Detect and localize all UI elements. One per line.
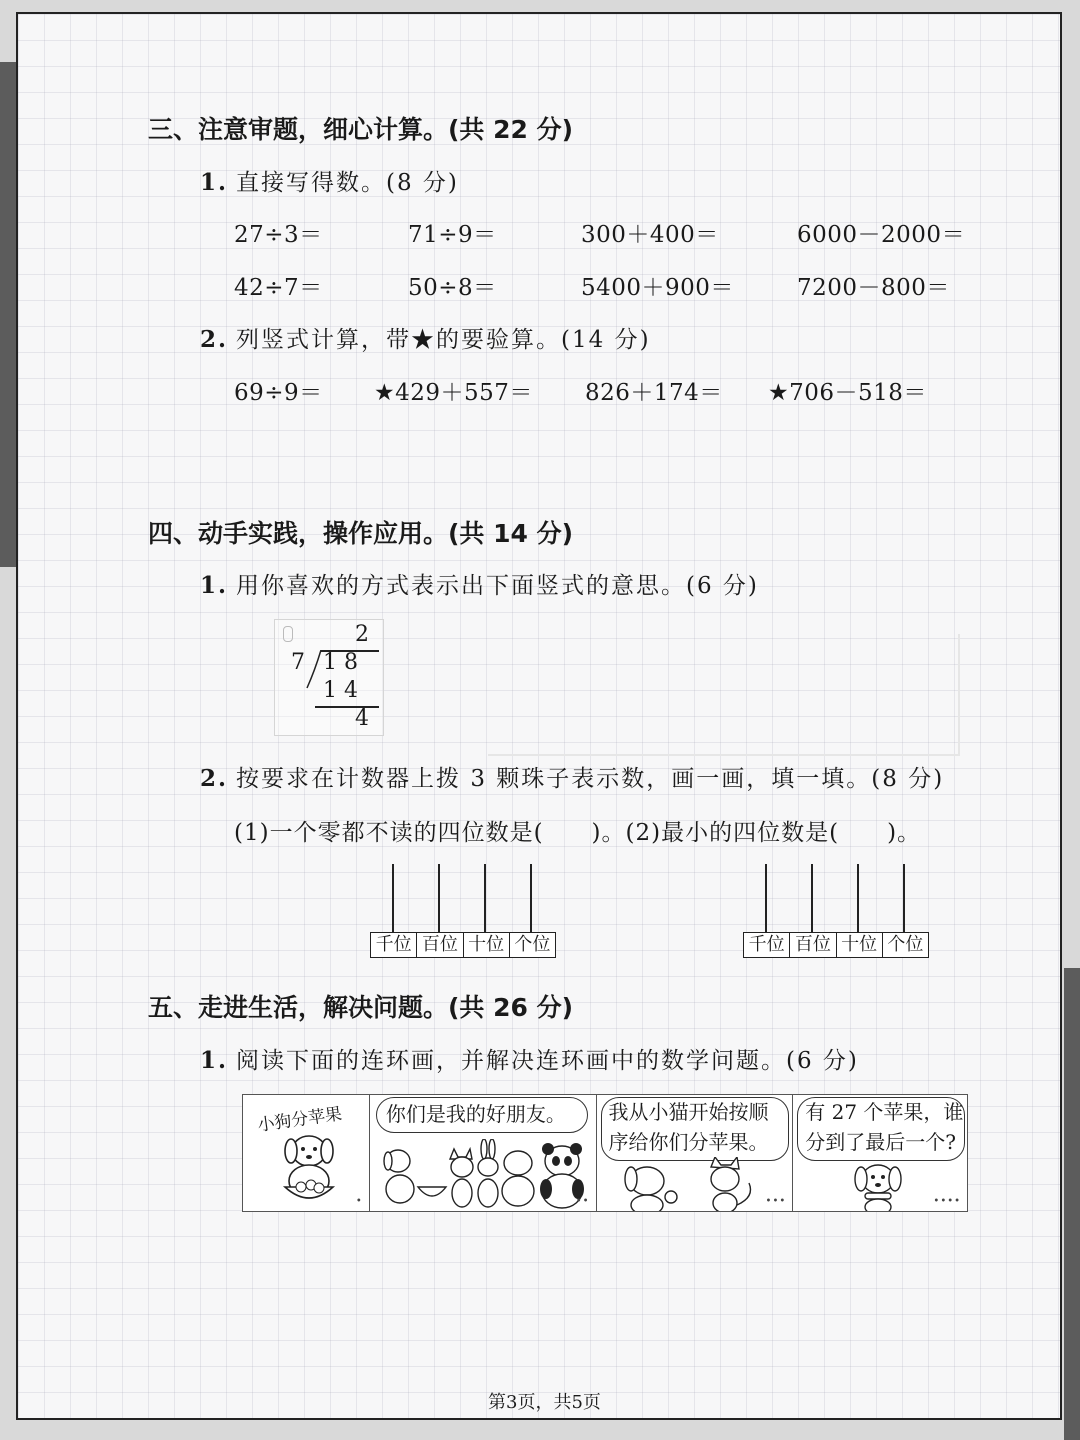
comic-panel-4 <box>793 1095 967 1211</box>
remainder: 4 <box>355 706 369 731</box>
vertical-calc-item: ★429＋557＝ <box>374 380 533 406</box>
comic-strip <box>242 1094 968 1212</box>
abacus-rod-hundreds[interactable] <box>811 864 813 932</box>
place-label: 十位 <box>837 933 883 957</box>
s4-q2-number: 2. <box>200 765 229 792</box>
pin-icon <box>283 626 293 642</box>
quotient: 2 <box>355 622 369 647</box>
s5-q1-text: 阅读下面的连环画，并解决连环画中的数学问题。(6 分) <box>236 1048 859 1074</box>
abacus-rod-thousands[interactable] <box>765 864 767 932</box>
panel-dots: • <box>355 1196 363 1207</box>
s3-q1-title <box>200 164 459 197</box>
abacus-rod-ones[interactable] <box>530 864 532 932</box>
s3-q1-text: 直接写得数。(8 分) <box>236 170 459 196</box>
dog-and-cat-icon <box>607 1157 787 1211</box>
vertical-calc-item: 826＋174＝ <box>585 380 723 406</box>
comic-panel-1 <box>243 1095 370 1211</box>
s3-q1-number: 1. <box>200 169 229 196</box>
worksheet-page <box>16 12 1062 1420</box>
dividend: 1 8 <box>323 650 358 675</box>
drawing-answer-area[interactable] <box>488 634 960 756</box>
place-label: 百位 <box>790 933 836 957</box>
abacus-2[interactable] <box>743 864 929 960</box>
right-dark-edge <box>1064 968 1080 1440</box>
abacus-rod-tens[interactable] <box>484 864 486 932</box>
speech-text: 有 27 个苹果，谁分到了最后一个? <box>805 1100 964 1154</box>
abacus-rod-ones[interactable] <box>903 864 905 932</box>
s4-q2-subquestions: (1)一个零都不读的四位数是( )。(2)最小的四位数是( )。 <box>234 820 922 846</box>
calc-item: 42÷7＝ <box>234 275 323 301</box>
section5-title: 五、走进生活，解决问题。(共 26 分) <box>148 993 574 1022</box>
section3-title: 三、注意审题，细心计算。(共 22 分) <box>148 115 574 144</box>
vertical-calc-item: ★706－518＝ <box>768 380 927 406</box>
calc-item: 7200－800＝ <box>797 275 950 301</box>
s5-q1-number: 1. <box>200 1047 229 1074</box>
animal-friends-icon <box>376 1139 592 1211</box>
divisor: 7 <box>291 650 305 675</box>
s4-q1-text: 用你喜欢的方式表示出下面竖式的意思。(6 分) <box>236 573 759 599</box>
abacus-1[interactable] <box>370 864 556 960</box>
subtraction-bar <box>315 706 379 708</box>
long-division-card <box>274 619 384 736</box>
division-bracket-icon <box>305 650 323 690</box>
product: 1 4 <box>323 678 358 703</box>
left-dark-edge <box>0 62 16 567</box>
abacus-base <box>370 932 556 958</box>
abacus-rod-thousands[interactable] <box>392 864 394 932</box>
calc-item: 300＋400＝ <box>581 222 719 248</box>
place-label: 个位 <box>514 934 551 955</box>
place-label: 个位 <box>887 934 924 955</box>
s4-q2-title <box>200 760 944 793</box>
vertical-calc-item: 69÷9＝ <box>234 380 323 406</box>
abacus-rod-tens[interactable] <box>857 864 859 932</box>
dog-thinking-icon <box>843 1157 913 1211</box>
place-label: 千位 <box>371 933 417 957</box>
panel-dots: ••• <box>765 1196 787 1207</box>
s4-q2-text: 按要求在计数器上拨 3 颗珠子表示数，画一画，填一填。(8 分) <box>236 766 945 792</box>
calc-item: 27÷3＝ <box>234 222 323 248</box>
s4-q1-number: 1. <box>200 572 229 599</box>
s4-q1-title <box>200 567 759 600</box>
place-label: 千位 <box>744 933 790 957</box>
calc-item: 50÷8＝ <box>408 275 497 301</box>
calc-item: 5400＋900＝ <box>581 275 734 301</box>
section4-title: 四、动手实践，操作应用。(共 14 分) <box>148 519 574 548</box>
speech-text: 我从小猫开始按顺序给你们分苹果。 <box>608 1100 769 1154</box>
abacus-rod-hundreds[interactable] <box>438 864 440 932</box>
s3-q2-title <box>200 321 651 354</box>
s3-q2-text: 列竖式计算，带★的要验算。(14 分) <box>236 327 651 353</box>
comic-panel-2 <box>370 1095 597 1211</box>
s3-q2-number: 2. <box>200 326 229 353</box>
place-label: 百位 <box>417 933 463 957</box>
s5-q1-title <box>200 1042 859 1075</box>
calc-item: 71÷9＝ <box>408 222 497 248</box>
page-number: 第3页，共5页 <box>488 1392 601 1413</box>
panel-dots: •••• <box>933 1196 962 1207</box>
comic-title: 小狗分苹果 <box>256 1104 344 1136</box>
place-label: 十位 <box>464 933 510 957</box>
speech-text: 你们是我的好朋友。 <box>385 1102 566 1126</box>
dog-with-basket-icon <box>267 1125 351 1209</box>
panel-dots: •• <box>575 1196 590 1207</box>
comic-panel-3 <box>597 1095 794 1211</box>
calc-item: 6000－2000＝ <box>797 222 966 248</box>
abacus-base <box>743 932 929 958</box>
